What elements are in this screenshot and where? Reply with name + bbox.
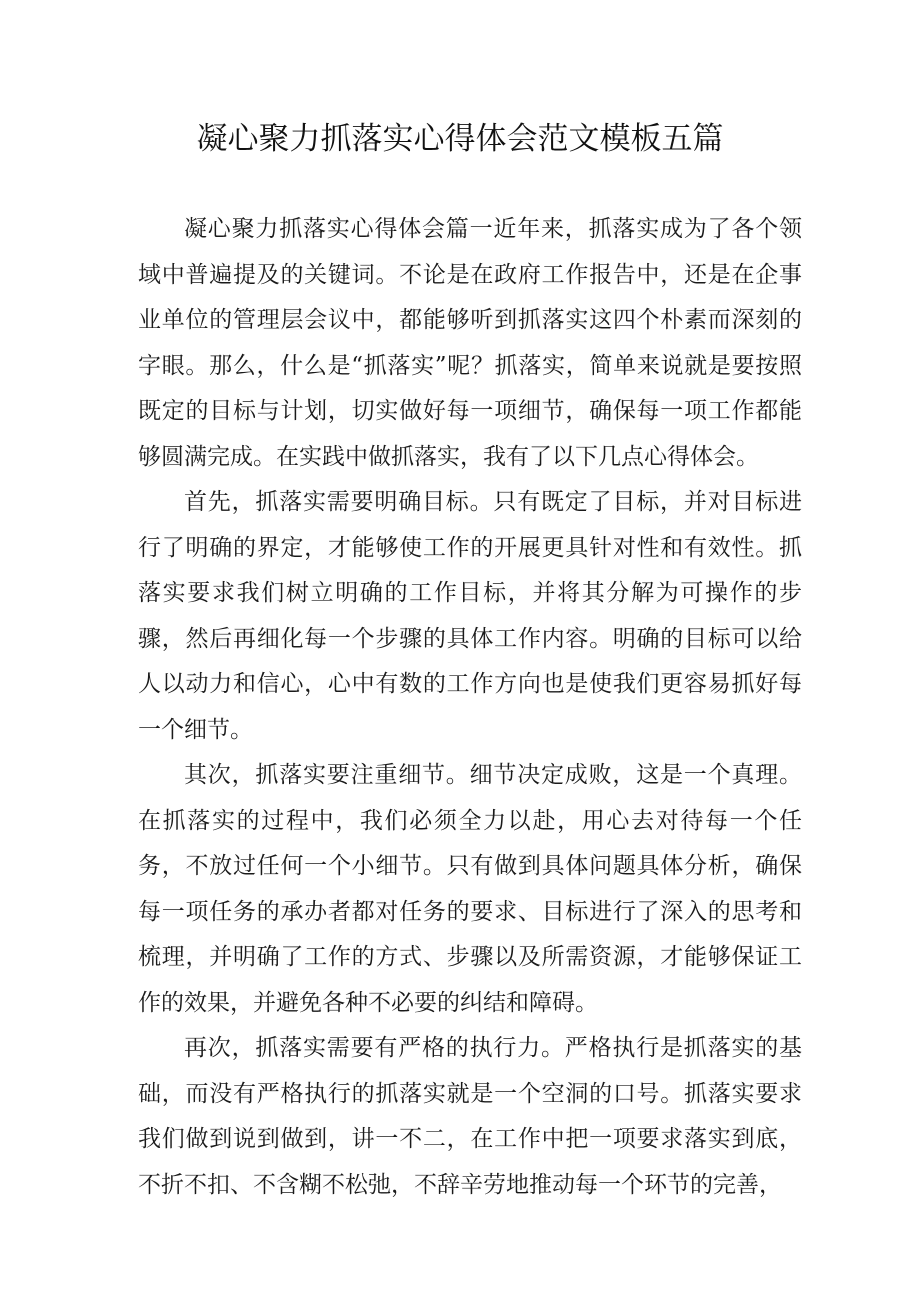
paragraph-intro: 凝心聚力抓落实心得体会篇一近年来，抓落实成为了各个领域中普遍提及的关键词。不论是在政府工作报告中，还是在企事业单位的管理层会议中，都能够听到抓落实这四个朴素而深刻的字眼。那么，什么是“抓落实”呢？抓落实，简单来说就是要按照既定的目标与计划，切实做好每一项细节，确保每一项工作都能够圆满完成。在实践中做抓落实，我有了以下几点心得体会。 (138, 216, 802, 470)
document-body (138, 207, 802, 1208)
paragraph-second-point: 其次，抓落实要注重细节。细节决定成败，这是一个真理。在抓落实的过程中，我们必须全力以赴，用心去对待每一个任务，不放过任何一个小细节。只有做到具体问题具体分析，确保每一项任务的承办者都对任务的要求、目标进行了深入的思考和梳理，并明确了工作的方式、步骤以及所需资源，才能够保证工作的效果，并避免各种不必要的纠结和障碍。 (138, 762, 802, 1016)
document-title: 凝心聚力抓落实心得体会范文模板五篇 (196, 121, 724, 157)
paragraph-first-point: 首先，抓落实需要明确目标。只有既定了目标，并对目标进行了明确的界定，才能够使工作的开展更具针对性和有效性。抓落实要求我们树立明确的工作目标，并将其分解为可操作的步骤，然后再细化每一个步骤的具体工作内容。明确的目标可以给人以动力和信心，心中有数的工作方向也是使我们更容易抓好每一个细节。 (138, 489, 802, 743)
paragraph-third-point: 再次，抓落实需要有严格的执行力。严格执行是抓落实的基础，而没有严格执行的抓落实就是一个空洞的口号。抓落实要求我们做到说到做到，讲一不二，在工作中把一项要求落实到底，不折不扣、不含糊不松弛，不辞辛劳地推动每一个环节的完善， (138, 1035, 802, 1198)
